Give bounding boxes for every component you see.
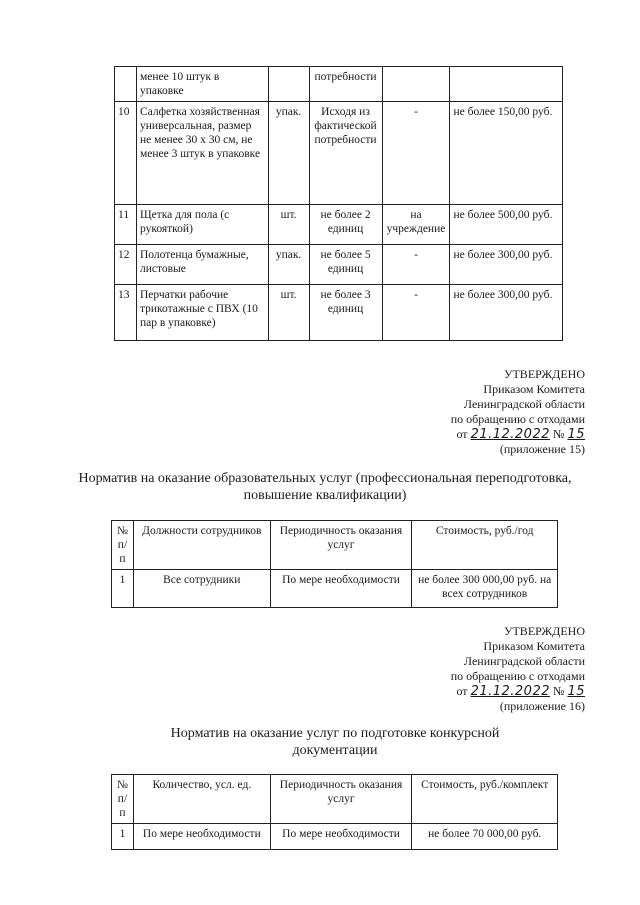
row-number: 10 bbox=[115, 102, 137, 205]
approval-date: 21.12.2022 bbox=[470, 684, 550, 699]
approval-line: Приказом Комитета bbox=[483, 639, 585, 653]
cell: Все сотрудники bbox=[133, 570, 270, 608]
table-header-row bbox=[112, 521, 558, 570]
item-unit: упак. bbox=[268, 102, 309, 205]
approval-stamp-15 bbox=[451, 367, 585, 457]
table-header-row bbox=[112, 775, 558, 824]
row-number: 12 bbox=[115, 245, 137, 285]
item-note bbox=[382, 67, 450, 102]
header-cell: Количество, усл. ед. bbox=[133, 775, 270, 824]
from-label: от bbox=[456, 684, 468, 698]
row-number: 1 bbox=[112, 570, 134, 608]
table-row bbox=[115, 205, 563, 245]
approved-label: УТВЕРЖДЕНО bbox=[503, 367, 585, 381]
header-cell: Стоимость, руб./год bbox=[412, 521, 558, 570]
supplies-table bbox=[114, 66, 563, 341]
item-note: на учреждение bbox=[382, 205, 450, 245]
table-row bbox=[115, 285, 563, 341]
item-price: не более 500,00 руб. bbox=[450, 205, 563, 245]
approval-number: 15 bbox=[567, 684, 585, 699]
item-quantity: не более 2 единиц bbox=[309, 205, 382, 245]
cell: По мере необходимости bbox=[270, 824, 412, 850]
item-quantity: не более 3 единиц bbox=[309, 285, 382, 341]
approval-line: по обращению с отходами bbox=[450, 669, 585, 683]
header-cell: № п/п bbox=[112, 775, 134, 824]
appendix-label: (приложение 16) bbox=[499, 699, 585, 713]
approval-line: Ленинградской области bbox=[463, 397, 585, 411]
item-note: - bbox=[382, 102, 450, 205]
item-name: Салфетка хозяйственная универсальная, размер не менее 30 х 30 см, не менее 3 штук в упаковке bbox=[136, 102, 268, 205]
item-name: менее 10 штук в упаковке bbox=[136, 67, 268, 102]
approval-date: 21.12.2022 bbox=[470, 427, 550, 442]
number-label: № bbox=[553, 427, 565, 441]
approval-line: Ленинградской области bbox=[463, 654, 585, 668]
header-cell: № п/п bbox=[112, 521, 134, 570]
item-unit: шт. bbox=[268, 285, 309, 341]
item-name: Перчатки рабочие трикотажные с ПВХ (10 пар в упаковке) bbox=[136, 285, 268, 341]
item-name: Полотенца бумажные, листовые bbox=[136, 245, 268, 285]
approval-date-line bbox=[451, 684, 585, 699]
table-row bbox=[115, 67, 563, 102]
section-title-16: Норматив на оказание услуг по подготовке конкурсной документации bbox=[170, 726, 500, 758]
cell: не более 70 000,00 руб. bbox=[412, 824, 558, 850]
cell: По мере необходимости bbox=[270, 570, 412, 608]
approval-line: Приказом Комитета bbox=[483, 382, 585, 396]
from-label: от bbox=[456, 427, 468, 441]
row-number bbox=[115, 67, 137, 102]
approval-stamp-16 bbox=[451, 624, 585, 714]
cell: По мере необходимости bbox=[133, 824, 270, 850]
table-row bbox=[115, 245, 563, 285]
tender-documentation-table bbox=[111, 774, 558, 850]
header-cell: Стоимость, руб./комплект bbox=[412, 775, 558, 824]
item-unit bbox=[268, 67, 309, 102]
item-unit: упак. bbox=[268, 245, 309, 285]
row-number: 1 bbox=[112, 824, 134, 850]
item-name: Щетка для пола (с рукояткой) bbox=[136, 205, 268, 245]
item-quantity: потребности bbox=[309, 67, 382, 102]
item-quantity: Исходя из фактической потребности bbox=[309, 102, 382, 205]
table-row bbox=[115, 102, 563, 205]
header-cell: Должности сотрудников bbox=[133, 521, 270, 570]
item-price: не более 150,00 руб. bbox=[450, 102, 563, 205]
cell: не более 300 000,00 руб. на всех сотрудников bbox=[412, 570, 558, 608]
item-price: не более 300,00 руб. bbox=[450, 285, 563, 341]
item-price bbox=[450, 67, 563, 102]
approved-label: УТВЕРЖДЕНО bbox=[503, 624, 585, 638]
row-number: 11 bbox=[115, 205, 137, 245]
item-quantity: не более 5 единиц bbox=[309, 245, 382, 285]
table-row bbox=[112, 570, 558, 608]
section-title-15: Норматив на оказание образовательных услуг (профессиональная переподготовка, повышение квалификации) bbox=[78, 471, 572, 503]
approval-line: по обращению с отходами bbox=[450, 412, 585, 426]
item-note: - bbox=[382, 285, 450, 341]
education-services-table bbox=[111, 520, 558, 608]
item-unit: шт. bbox=[268, 205, 309, 245]
header-cell: Периодичность оказания услуг bbox=[270, 775, 412, 824]
approval-number: 15 bbox=[567, 427, 585, 442]
table-row bbox=[112, 824, 558, 850]
item-note: - bbox=[382, 245, 450, 285]
item-price: не более 300,00 руб. bbox=[450, 245, 563, 285]
number-label: № bbox=[553, 684, 565, 698]
row-number: 13 bbox=[115, 285, 137, 341]
approval-date-line bbox=[451, 427, 585, 442]
appendix-label: (приложение 15) bbox=[499, 442, 585, 456]
header-cell: Периодичность оказания услуг bbox=[270, 521, 412, 570]
